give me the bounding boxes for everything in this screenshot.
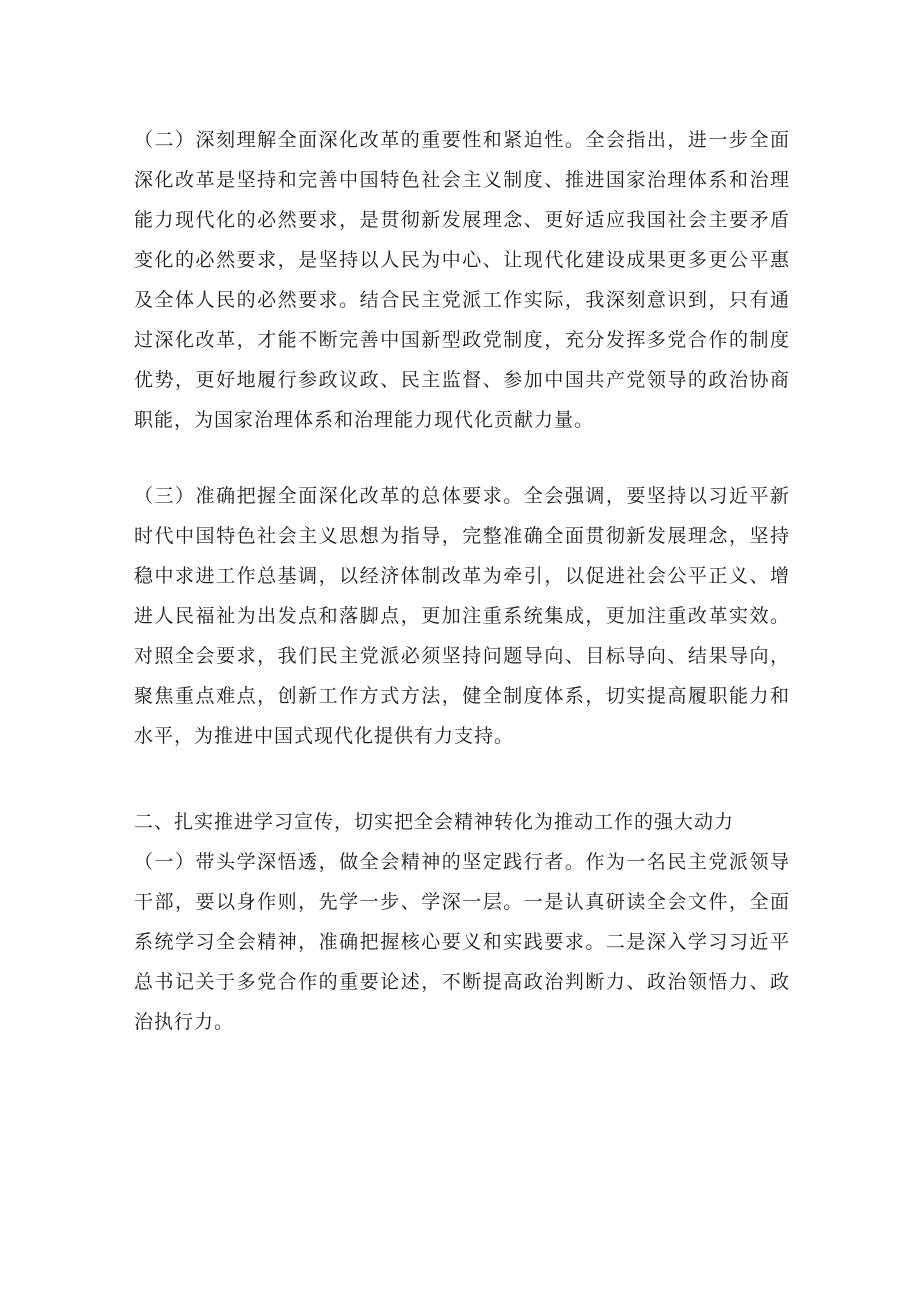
document-body — [134, 120, 790, 1042]
paragraph-understanding-importance: （二）深刻理解全面深化改革的重要性和紧迫性。全会指出，进一步全面深化改革是坚持和完善中国特色社会主义制度、推进国家治理体系和治理能力现代化的必然要求，是贯彻新发展理念、更好适应我国社会主要矛盾变化的必然要求，是坚持以人民为中心、让现代化建设成果更多更公平惠及全体人民的必然要求。结合民主党派工作实际，我深刻意识到，只有通过深化改革，才能不断完善中国新型政党制度，充分发挥多党合作的制度优势，更好地履行参政议政、民主监督、参加中国共产党领导的政治协商职能，为国家治理体系和治理能力现代化贡献力量。 — [134, 129, 790, 431]
section-spacer — [134, 756, 790, 802]
paragraph-spacer — [134, 440, 790, 476]
section-heading: 二、扎实推进学习宣传，切实把全会精神转化为推动工作的强大动力 — [134, 811, 735, 833]
paragraph-overall-requirements: （三）准确把握全面深化改革的总体要求。全会强调，要坚持以习近平新时代中国特色社会主义思想为指导，完整准确全面贯彻新发展理念，坚持稳中求进工作总基调，以经济体制改革为牵引，以促进社会公平正义、增进人民福祉为出发点和落脚点，更加注重系统集成，更加注重改革实效。对照全会要求，我们民主党派必须坚持问题导向、目标导向、结果导向，聚焦重点难点，创新工作方式方法，健全制度体系，切实提高履职能力和水平，为推进中国式现代化提供有力支持。 — [134, 485, 790, 747]
paragraph-study-deeply: （一）带头学深悟透，做全会精神的坚定践行者。作为一名民主党派领导干部，要以身作则，先学一步、学深一层。一是认真研读全会文件，全面系统学习全会精神，准确把握核心要义和实践要求。二是深入学习习近平总书记关于多党合作的重要论述，不断提高政治判断力、政治领悟力、政治执行力。 — [134, 851, 790, 1033]
